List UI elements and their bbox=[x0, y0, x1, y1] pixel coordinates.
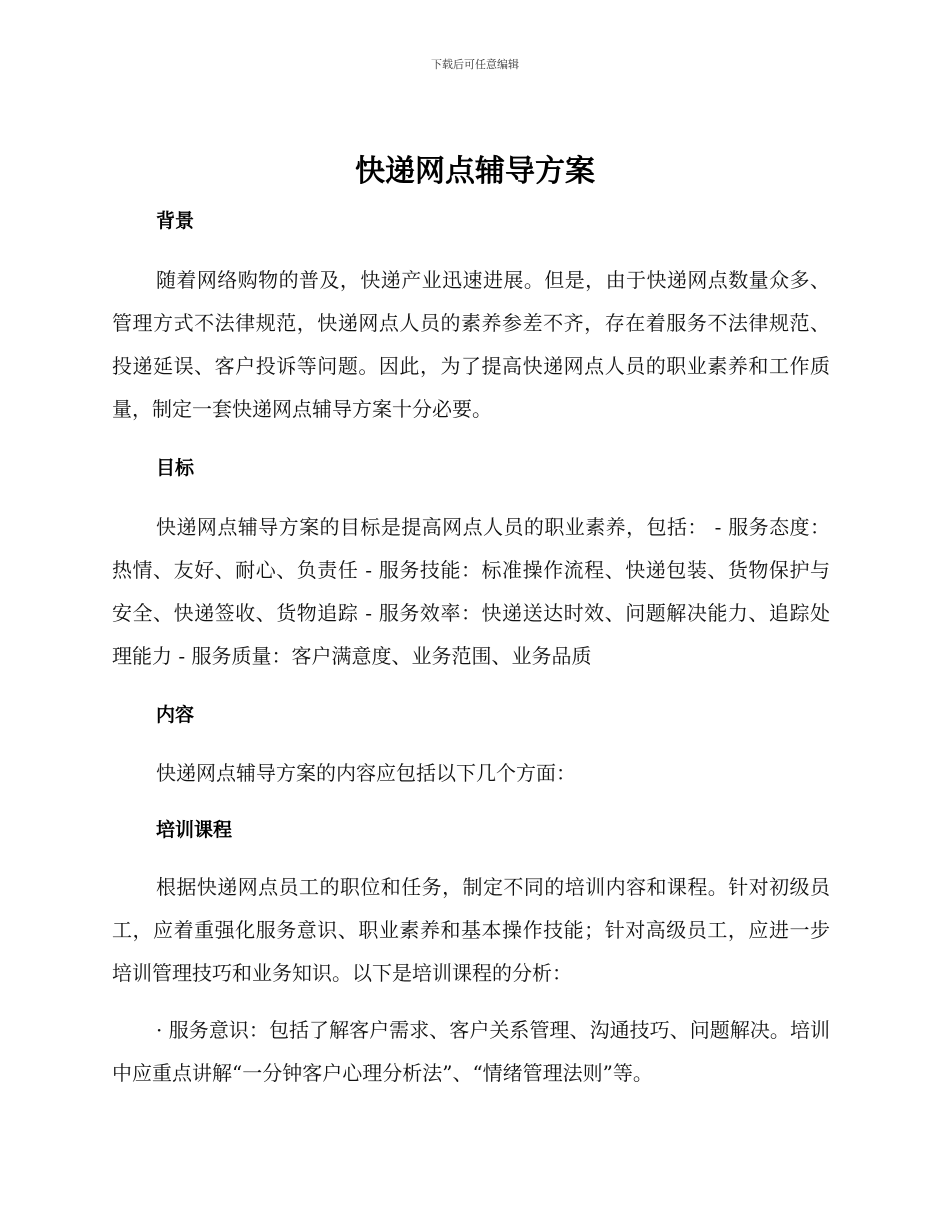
document-body bbox=[112, 202, 830, 1095]
bullet-service-awareness: · 服务意识：包括了解客户需求、客户关系管理、沟通技巧、问题解决。培训中应重点讲解“一分钟客户心理分析法”、“情绪管理法则”等。 bbox=[112, 1018, 830, 1085]
header-note: 下载后可任意编辑 bbox=[431, 58, 519, 71]
paragraph-content: 快递网点辅导方案的内容应包括以下几个方面： bbox=[156, 761, 576, 785]
section-heading-content: 内容 bbox=[156, 704, 195, 726]
section-heading-goal: 目标 bbox=[156, 457, 195, 479]
section-heading-background: 背景 bbox=[156, 210, 195, 232]
paragraph-training: 根据快递网点员工的职位和任务，制定不同的培训内容和课程。针对初级员工，应着重强化服务意识、职业素养和基本操作技能；针对高级员工，应进一步培训管理技巧和业务知识。以下是培训课程的分析： bbox=[112, 875, 830, 985]
section-heading-training: 培训课程 bbox=[156, 819, 233, 841]
document-title: 快递网点辅导方案 bbox=[355, 154, 595, 189]
paragraph-background: 随着网络购物的普及，快递产业迅速进展。但是，由于快递网点数量众多、管理方式不法律规范，快递网点人员的素养参差不齐，存在着服务不法律规范、投递延误、客户投诉等问题。因此，为了提高快递网点人员的职业素养和工作质量，制定一套快递网点辅导方案十分必要。 bbox=[112, 268, 830, 421]
paragraph-goal: 快递网点辅导方案的目标是提高网点人员的职业素养，包括： - 服务态度：热情、友好、耐心、负责任 - 服务技能：标准操作流程、快递包装、货物保护与安全、快递签收、货物追踪 - 服务效率：快递送达时效、问题解决能力、追踪处理能力 - 服务质量：客户满意度、业务范围、业务品质 bbox=[112, 515, 830, 668]
